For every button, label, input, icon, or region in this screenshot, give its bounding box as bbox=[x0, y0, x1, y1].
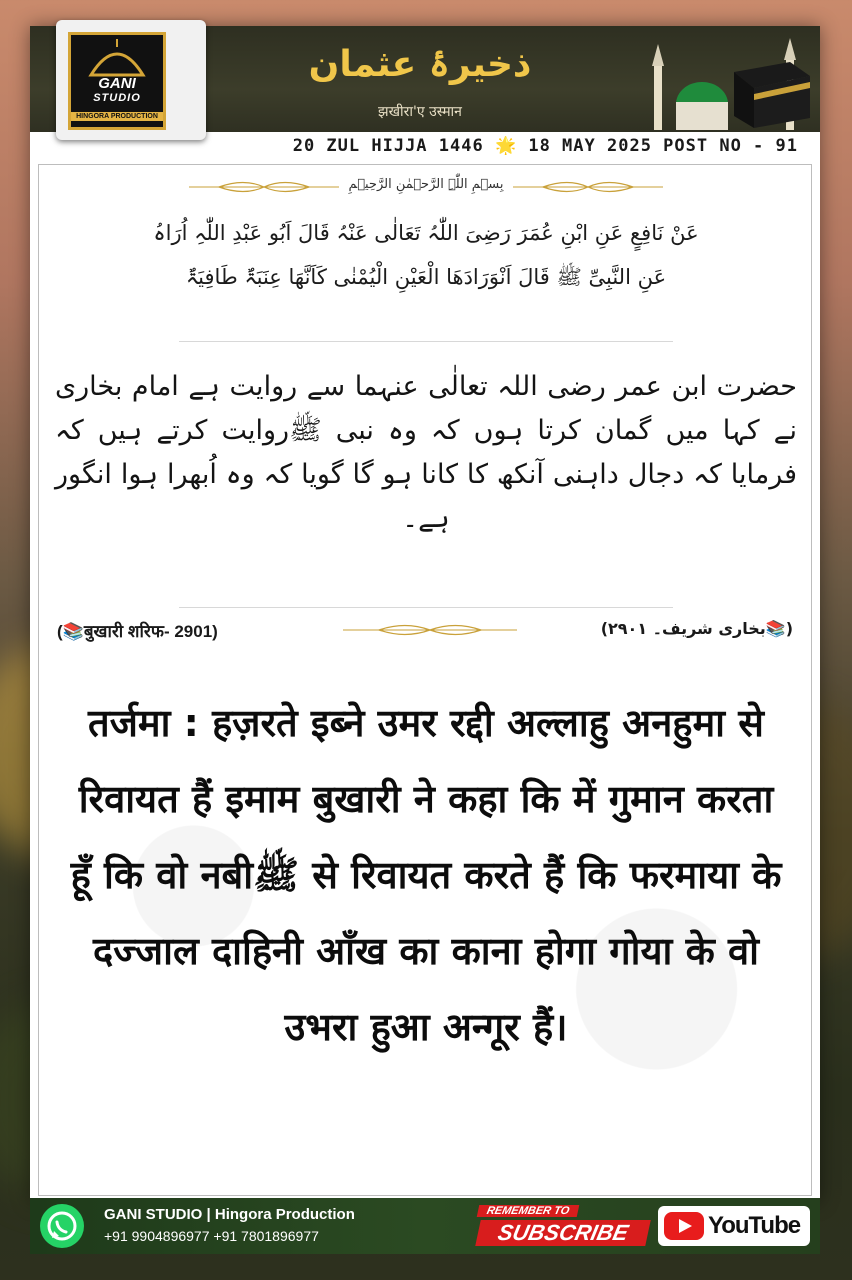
date-post-line: 20 ZUL HIJJA 1446 🌟 18 MAY 2025 POST NO - 91 bbox=[292, 136, 798, 156]
youtube-label: YouTube bbox=[708, 1212, 801, 1239]
ornament-divider-icon bbox=[343, 623, 517, 637]
footer-phones: +91 9904896977 +91 7801896977 bbox=[104, 1228, 319, 1244]
reference-urdu: (📚بخاری شریف۔ ۲۹۰۱) bbox=[600, 619, 793, 638]
divider bbox=[179, 341, 673, 342]
logo-text: GANI bbox=[98, 75, 136, 92]
footer-brand: GANI STUDIO | Hingora Production bbox=[104, 1206, 355, 1223]
logo-plate bbox=[56, 20, 206, 140]
divider bbox=[179, 607, 673, 608]
content-panel bbox=[38, 164, 812, 1196]
youtube-badge[interactable] bbox=[658, 1206, 810, 1246]
subscribe-reminder: REMEMBER TO bbox=[477, 1205, 580, 1217]
footer-bar bbox=[30, 1198, 820, 1254]
subscribe-button[interactable]: SUBSCRIBE bbox=[475, 1220, 651, 1246]
header-banner bbox=[30, 26, 820, 132]
hadith-arabic-text bbox=[47, 211, 805, 299]
whatsapp-icon[interactable] bbox=[40, 1204, 84, 1248]
bismillah: بِسۡمِ اللّٰہِ الرَّحۡمٰنِ الرَّحِیۡمِ bbox=[348, 177, 504, 192]
arabic-line: عَنِ النَّبِیِّ ﷺ قَالَ اَنْوَرَادَھَا الْعَیْنِ الْیُمْنٰی کَاَنَّھَا عِنَبَۃٌ طَافِیَۃٌ bbox=[185, 265, 667, 289]
logo-text: STUDIO bbox=[93, 92, 141, 104]
page-title-hindi: झखीरा'ए उस्मान bbox=[378, 104, 462, 120]
ornament-divider-icon bbox=[513, 180, 663, 194]
page-title-arabic: ذخیرۂ عثمان bbox=[308, 44, 532, 85]
hindi-translation: तर्जमा : हज़रते इब्ने उमर रद्दी अल्लाहु अनहुमा से रिवायत हैं इमाम बुखारी ने कहा कि में गुमान करता हूँ कि वो नबीﷺ से रिवायत करते हैं कि फरमाया के दज्जाल दाहिनी आँख का काना होगा गोया के वो उभरा हुआ अन्गूर हैं। bbox=[70, 701, 782, 1049]
post-card bbox=[30, 26, 820, 1202]
logo-text: HINGORA PRODUCTION bbox=[71, 112, 163, 121]
dome-icon bbox=[71, 37, 163, 77]
gani-studio-logo bbox=[68, 32, 166, 130]
arabic-line: عَنْ نَافِعٍ عَنِ ابْنِ عُمَرَ رَضِیَ اللّٰہُ تَعَالٰی عَنْہُ قَالَ اَبُو عَبْدِ اللّٰہِ اُرَاہُ bbox=[153, 221, 699, 245]
youtube-play-icon bbox=[664, 1212, 704, 1240]
hadith-urdu-text: حضرت ابن عمر رضی اللہ تعالٰی عنہما سے روایت ہے امام بخاری نے کہا میں گمان کرتا ہوں کہ وہ نبی ﷺروایت کرتے ہیں کہ فرمایا کہ دجال داہنی آنکھ کا کانا ہو گا گویا کہ وہ اُبھرا ہوا انگور ہے۔ bbox=[55, 371, 797, 534]
kaaba-mosque-icon bbox=[640, 36, 816, 132]
reference-hindi: (📚बुखारी शरिफ- 2901) bbox=[57, 622, 218, 641]
